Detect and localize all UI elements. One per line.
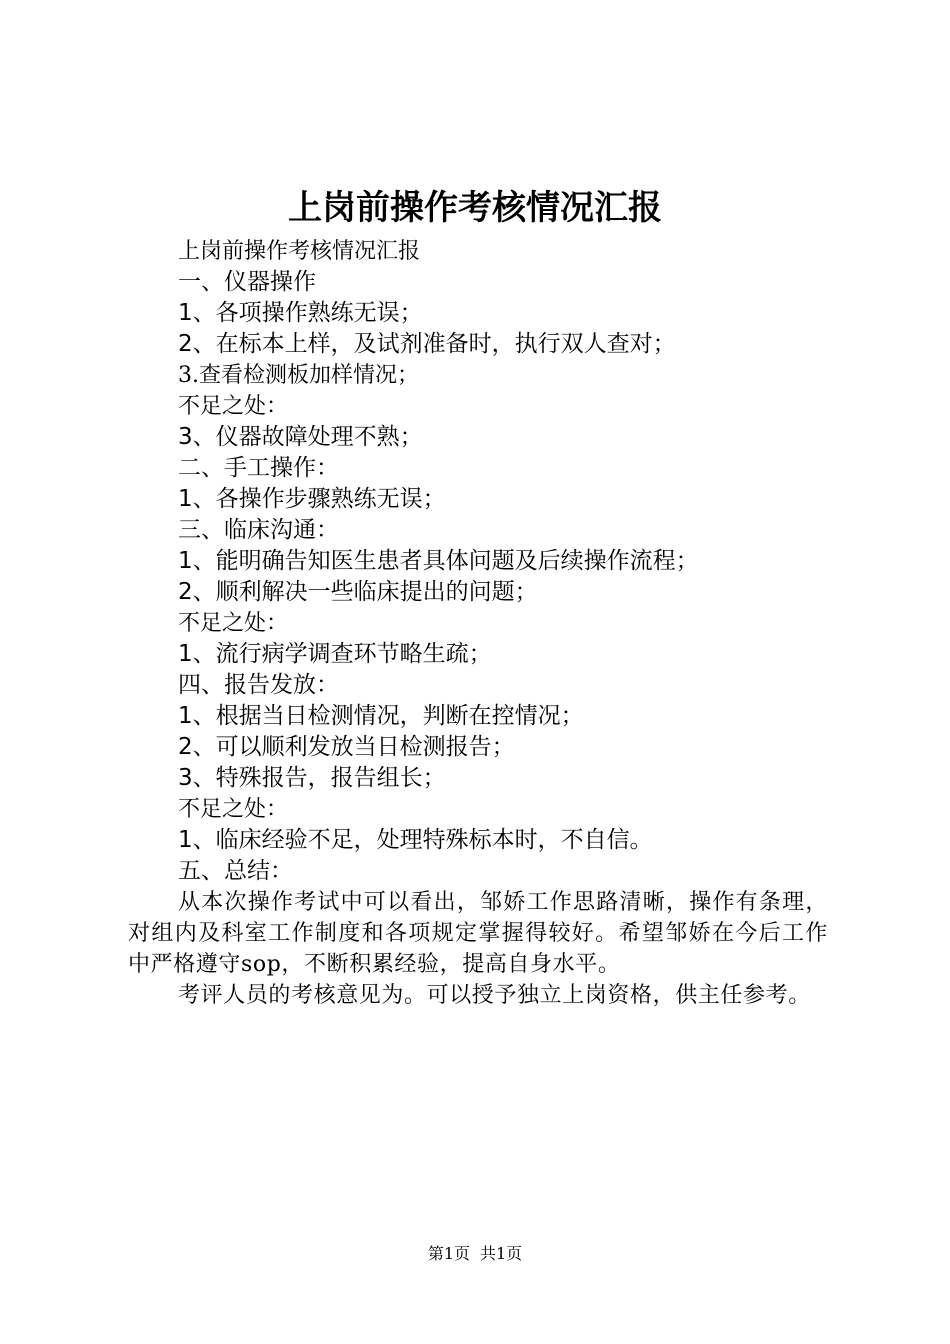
list-item: 2、可以顺利发放当日检测报告；: [178, 734, 515, 760]
shortcomings-label: 不足之处：: [178, 611, 289, 636]
summary-paragraph: 从本次操作考试中可以看出，邹娇工作思路清晰，操作有条理，对组内及科室工作制度和各项规定掌握得较好。希望邹娇在今后工作中严格遵守sop，不断积累经验，提高自身水平。: [128, 890, 828, 977]
list-item: 1、能明确告知医生患者具体问题及后续操作流程；: [178, 548, 699, 574]
page-number: 第1页: [427, 1244, 470, 1263]
evaluation-paragraph: 考评人员的考核意见为。可以授予独立上岗资格，供主任参考。: [178, 983, 811, 1008]
list-item: 3、特殊报告，报告组长；: [178, 765, 446, 791]
section-heading-manual: 二、手工操作：: [178, 455, 339, 481]
section-heading-instrument: 一、仪器操作: [178, 269, 316, 295]
document-title: 上岗前操作考核情况汇报: [288, 188, 662, 228]
page-total: 共1页: [480, 1244, 523, 1263]
list-item: 1、各项操作熟练无误；: [178, 300, 423, 326]
list-item: 1、临床经验不足，处理特殊标本时，不自信。: [178, 827, 653, 853]
shortcomings-label: 不足之处：: [178, 797, 289, 822]
subtitle-line: 上岗前操作考核情况汇报: [178, 239, 421, 264]
section-heading-summary: 五、总结：: [178, 858, 293, 884]
list-item: 1、根据当日检测情况，判断在控情况；: [178, 703, 584, 729]
shortcomings-label: 不足之处：: [178, 394, 289, 419]
section-heading-clinical: 三、临床沟通：: [178, 517, 339, 543]
document-body: [128, 236, 828, 1011]
section-heading-report: 四、报告发放：: [178, 672, 339, 698]
list-item: 1、流行病学调查环节略生疏；: [178, 641, 492, 667]
list-item: 1、各操作步骤熟练无误；: [178, 486, 446, 512]
list-item: 2、在标本上样，及试剂准备时，执行双人查对；: [178, 331, 676, 357]
list-item: 2、顺利解决一些临床提出的问题；: [178, 579, 538, 605]
page-footer: [0, 1242, 950, 1266]
list-item: 3、仪器故障处理不熟；: [178, 424, 423, 450]
list-item: 3.查看检测板加样情况；: [178, 363, 419, 388]
